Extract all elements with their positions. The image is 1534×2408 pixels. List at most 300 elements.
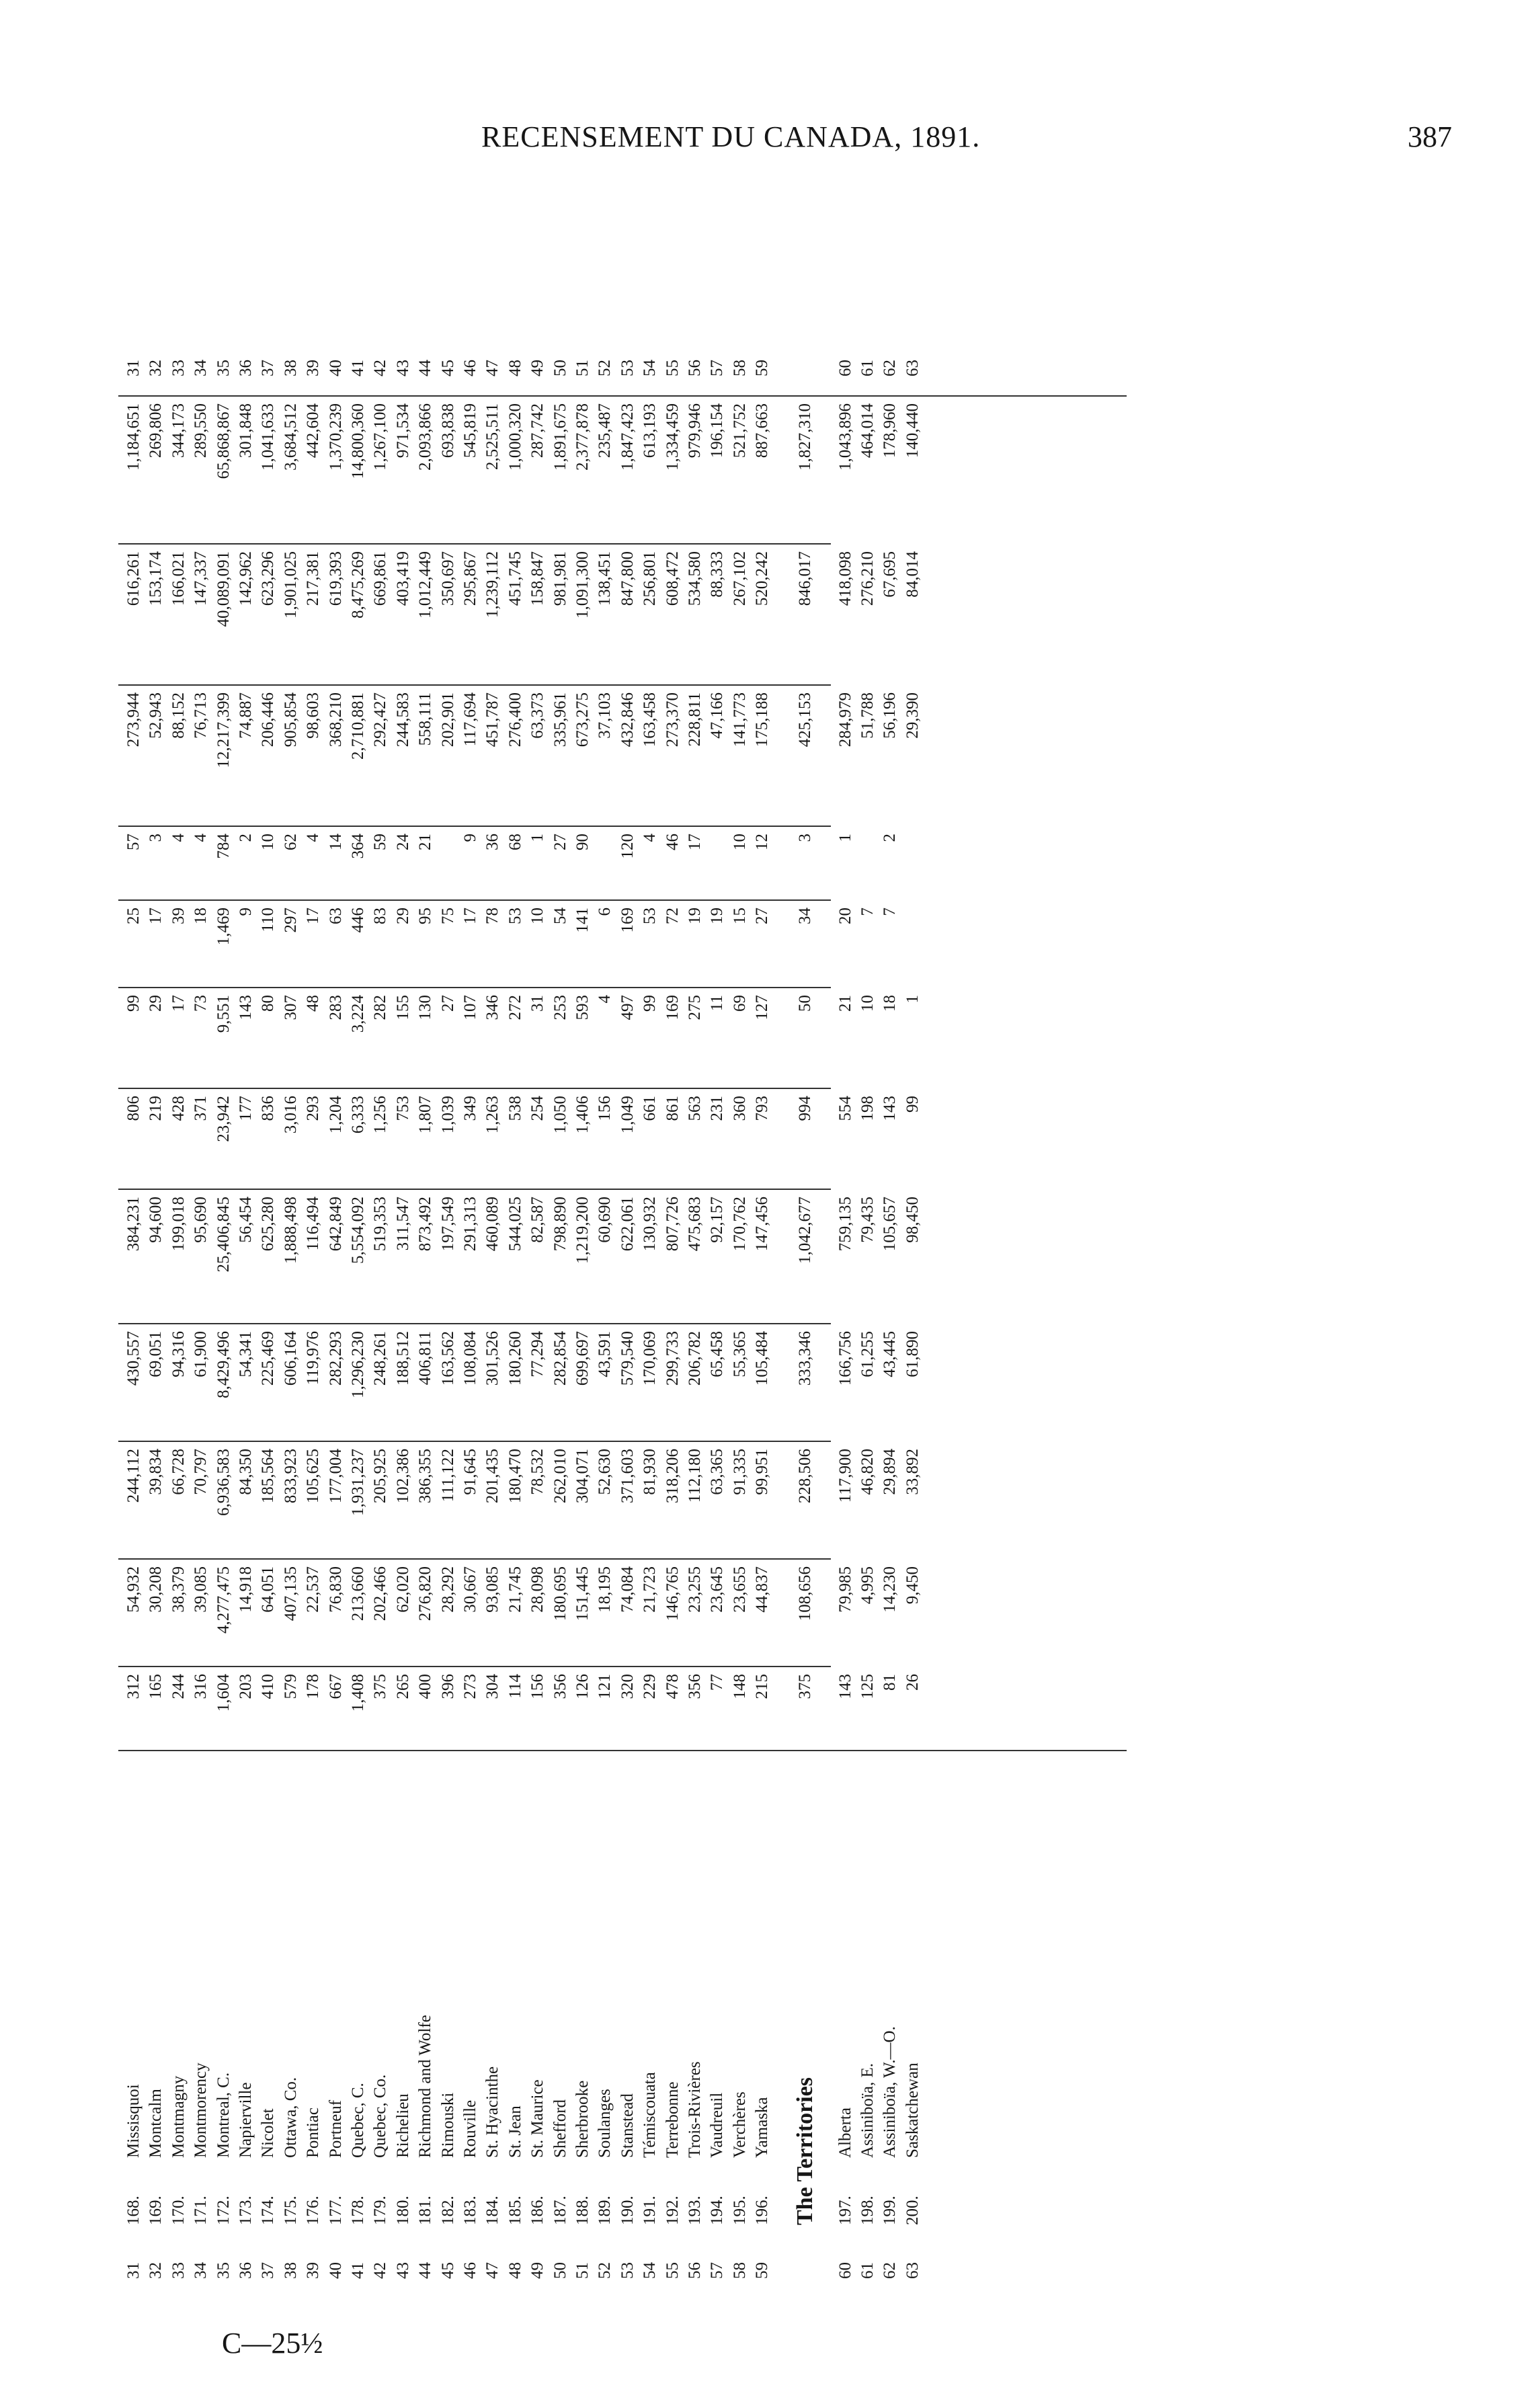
cell-c11: 166,021 (169, 551, 188, 606)
cell-c8: 39 (169, 908, 188, 924)
cell-c10: 56,196 (881, 692, 899, 739)
cell-c2: 30,667 (461, 1566, 479, 1613)
cell-c2: 76,830 (326, 1566, 345, 1613)
cell-c10: 98,603 (304, 692, 323, 739)
cell-c6: 1,039 (438, 1096, 457, 1134)
district-name: Soulanges (596, 2089, 614, 2158)
table-row (212, 175, 235, 2279)
cell-c4: 163,562 (438, 1331, 457, 1386)
cell-c4: 248,261 (371, 1331, 390, 1386)
cell-c4: 282,293 (326, 1331, 345, 1386)
cell-c3: 81,930 (641, 1449, 659, 1495)
cell-c1: 304 (483, 1674, 502, 1699)
cell-c7: 272 (506, 995, 524, 1020)
cell-c6: 661 (641, 1096, 659, 1121)
cell-c8: 17 (461, 908, 479, 924)
table-row (437, 175, 459, 2279)
cell-c3: 205,925 (371, 1449, 390, 1504)
row-index-right: 56 (686, 360, 704, 376)
row-index-right: 35 (214, 360, 233, 376)
cell-c7: 282 (371, 995, 390, 1020)
cell-c7: 17 (169, 995, 188, 1012)
district-number: 181. (416, 2196, 435, 2225)
district-name: Richelieu (393, 2093, 412, 2158)
cell-c10: 905,854 (281, 692, 300, 748)
cell-c10: 273,944 (124, 692, 143, 748)
cell-c8: 141 (573, 908, 592, 933)
cell-c10: 244,583 (393, 692, 412, 748)
cell-c3: 371,603 (618, 1449, 637, 1504)
cell-c12: 1,184,651 (124, 403, 143, 471)
cell-c2: 4,995 (858, 1566, 877, 1605)
cell-c7: 10 (858, 995, 877, 1012)
row-index-right: 53 (618, 360, 637, 376)
table-row (571, 175, 594, 2279)
cell-c8: 53 (641, 908, 659, 924)
cell-c2: 23,645 (708, 1566, 727, 1613)
cell-c8: 83 (371, 908, 390, 924)
cell-c12: 693,838 (438, 403, 457, 458)
cell-c12: 287,742 (528, 403, 547, 458)
cell-c2: 22,537 (304, 1566, 323, 1613)
cell-c1: 143 (836, 1674, 854, 1699)
cell-c9: 4 (304, 834, 323, 842)
cell-c4: 406,811 (416, 1331, 435, 1386)
district-name: Quebec, C. (349, 2083, 367, 2158)
row-index-right: 63 (903, 360, 922, 376)
row-index: 35 (214, 2262, 233, 2279)
cell-c7: 497 (618, 995, 637, 1020)
cell-c3: 105,625 (304, 1449, 323, 1504)
cell-c9: 21 (416, 834, 435, 850)
row-index-right: 60 (836, 360, 854, 376)
row-index-right: 54 (641, 360, 659, 376)
cell-c2: 39,085 (192, 1566, 210, 1613)
cell-c8: 78 (483, 908, 502, 924)
cell-c2: 14,918 (237, 1566, 255, 1613)
cell-c10: 52,943 (147, 692, 165, 739)
cell-c2: 407,135 (281, 1566, 300, 1621)
cell-c11: 147,337 (192, 551, 210, 606)
district-number: 198. (858, 2196, 877, 2225)
cell-c12: 1,000,320 (506, 403, 524, 471)
table-row (684, 175, 706, 2279)
cell-c3: 6,936,583 (214, 1449, 233, 1516)
cell-c1: 81 (881, 1674, 899, 1691)
cell-c3: 1,931,237 (349, 1449, 367, 1516)
cell-c5: 807,726 (663, 1197, 682, 1252)
district-name: Nicolet (259, 2108, 278, 2158)
cell-c12: 2,093,866 (416, 403, 435, 471)
table-row (347, 175, 369, 2279)
cell-c3: 66,728 (169, 1449, 188, 1495)
district-name: St. Hyacinthe (483, 2066, 502, 2158)
cell-c9: 4 (192, 834, 210, 842)
cell-c7: 127 (753, 995, 772, 1020)
cell-c5: 105,657 (881, 1197, 899, 1252)
row-index: 57 (708, 2262, 727, 2279)
cell-c12: 196,154 (708, 403, 727, 458)
cell-c12: 235,487 (596, 403, 614, 458)
cell-c5: 1,888,498 (281, 1197, 300, 1264)
row-index-right: 49 (528, 360, 547, 376)
cell-c12: 979,946 (686, 403, 704, 458)
cell-c10: 228,811 (686, 692, 704, 747)
district-name: Montmorency (192, 2062, 210, 2158)
cell-c2: 38,379 (169, 1566, 188, 1613)
row-index: 39 (304, 2262, 323, 2279)
cell-c6: 99 (903, 1096, 922, 1113)
row-index-right: 50 (551, 360, 569, 376)
cell-c8: 19 (686, 908, 704, 924)
cell-c4: 43,591 (596, 1331, 614, 1377)
cell-c6: 428 (169, 1096, 188, 1121)
cell-c10: 284,979 (836, 692, 854, 748)
cell-c11: 217,381 (304, 551, 323, 606)
row-index-right: 48 (506, 360, 524, 376)
cell-c11: 1,091,300 (573, 551, 592, 618)
table-row (302, 175, 324, 2279)
cell-c8: 110 (259, 908, 278, 932)
cell-c1: 375 (371, 1674, 390, 1699)
cell-c6: 219 (147, 1096, 165, 1121)
table-row (325, 175, 347, 2279)
cell-c12: 1,370,239 (326, 403, 345, 471)
cell-c10: 63,373 (528, 692, 547, 739)
cell-c10: 335,961 (551, 692, 569, 748)
district-number: 173. (237, 2196, 255, 2225)
cell-c7: 346 (483, 995, 502, 1020)
table-row (594, 175, 616, 2279)
district-name: Saskatchewan (903, 2062, 922, 2158)
cell-c11: 847,800 (618, 551, 637, 606)
cell-c10: 51,788 (858, 692, 877, 739)
district-number: 187. (551, 2196, 569, 2225)
cell-c1: 320 (618, 1674, 637, 1699)
cell-c8 (901, 908, 924, 988)
cell-c11: 669,861 (371, 551, 390, 606)
cell-c3: 39,834 (147, 1449, 165, 1495)
cell-c9: 14 (326, 834, 345, 850)
row-index-right: 61 (858, 360, 877, 376)
row-index: 47 (483, 2262, 502, 2279)
cell-c4: 299,733 (663, 1331, 682, 1386)
cell-c11: 256,801 (641, 551, 659, 606)
district-name: Portneuf (326, 2099, 345, 2158)
row-index: 34 (192, 2262, 210, 2279)
cell-c4: 69,051 (147, 1331, 165, 1377)
cell-c8: 1,469 (214, 908, 233, 946)
cell-c2: 23,655 (730, 1566, 749, 1613)
row-index: 31 (124, 2262, 143, 2279)
cell-c7: 275 (686, 995, 704, 1020)
cell-c2: 14,230 (881, 1566, 899, 1613)
table-row (504, 175, 526, 2279)
cell-c2: 62,020 (393, 1566, 412, 1613)
cell-c4: 166,756 (836, 1331, 854, 1386)
cell-c11: 295,867 (461, 551, 479, 606)
cell-c8: 72 (663, 908, 682, 924)
row-index-right: 40 (326, 360, 345, 376)
cell-c1: 356 (551, 1674, 569, 1699)
cell-c10: 673,275 (573, 692, 592, 748)
cell-c11: 981,981 (551, 551, 569, 606)
territories-total-c12: 1,827,310 (795, 403, 814, 471)
district-name: Montcalm (147, 2089, 165, 2158)
cell-c4: 94,316 (169, 1331, 188, 1377)
cell-c1: 410 (259, 1674, 278, 1699)
district-name: Ottawa, Co. (281, 2077, 300, 2158)
cell-c3: 386,355 (416, 1449, 435, 1504)
cell-c11: 534,580 (686, 551, 704, 606)
cell-c1: 114 (506, 1674, 524, 1699)
cell-c11: 67,695 (881, 551, 899, 598)
cell-c2: 28,292 (438, 1566, 457, 1613)
cell-c2: 276,820 (416, 1566, 435, 1621)
territories-total-c9: 3 (795, 834, 814, 842)
cell-c6: 554 (836, 1096, 854, 1121)
cell-c8: 29 (393, 908, 412, 924)
cell-c3: 833,923 (281, 1449, 300, 1504)
district-number: 200. (903, 2196, 922, 2225)
cell-c4: 54,341 (237, 1331, 255, 1377)
cell-c6: 231 (708, 1096, 727, 1121)
cell-c5: 82,587 (528, 1197, 547, 1243)
district-name: Trois-Rivières (686, 2061, 704, 2158)
district-name: Napierville (237, 2082, 255, 2158)
cell-c9: 24 (393, 834, 412, 850)
cell-c8: 27 (753, 908, 772, 924)
cell-c2: 146,765 (663, 1566, 682, 1621)
district-number: 186. (528, 2196, 547, 2225)
cell-c6: 563 (686, 1096, 704, 1121)
cell-c6: 143 (881, 1096, 899, 1121)
cell-c7: 69 (730, 995, 749, 1012)
cell-c12: 464,014 (858, 403, 877, 458)
cell-c7: 593 (573, 995, 592, 1020)
table-row (661, 175, 684, 2279)
cell-c5: 311,547 (393, 1197, 412, 1251)
cell-c12: 301,848 (237, 403, 255, 458)
cell-c10: 76,713 (192, 692, 210, 739)
cell-c9: 4 (169, 834, 188, 842)
cell-c10: 276,400 (506, 692, 524, 748)
district-number: 189. (596, 2196, 614, 2225)
cell-c7: 130 (416, 995, 435, 1020)
table-row (751, 175, 773, 2279)
row-index: 45 (438, 2262, 457, 2279)
district-number: 195. (730, 2196, 749, 2225)
cell-c2: 9,450 (903, 1566, 922, 1605)
territories-total-c11: 846,017 (795, 551, 814, 606)
cell-c11: 418,098 (836, 551, 854, 606)
cell-c6: 836 (259, 1096, 278, 1121)
cell-c9: 59 (371, 834, 390, 850)
cell-c6: 753 (393, 1096, 412, 1121)
cell-c6: 254 (528, 1096, 547, 1121)
row-index-right: 45 (438, 360, 457, 376)
cell-c8: 54 (551, 908, 569, 924)
cell-c5: 5,554,092 (349, 1197, 367, 1264)
cell-c12: 971,534 (393, 403, 412, 458)
cell-c12: 269,806 (147, 403, 165, 458)
cell-c5: 25,406,845 (214, 1197, 233, 1273)
cell-c11: 158,847 (528, 551, 547, 606)
cell-c6: 1,807 (416, 1096, 435, 1134)
cell-c7: 99 (641, 995, 659, 1012)
row-index-right: 38 (281, 360, 300, 376)
cell-c5: 1,219,200 (573, 1197, 592, 1264)
cell-c4: 699,697 (573, 1331, 592, 1386)
cell-c9: 784 (214, 834, 233, 859)
row-index: 59 (753, 2262, 772, 2279)
cell-c3: 91,335 (730, 1449, 749, 1495)
district-number: 169. (147, 2196, 165, 2225)
cell-c10: 29,390 (903, 692, 922, 739)
row-index: 38 (281, 2262, 300, 2279)
cell-c7: 9,551 (214, 995, 233, 1033)
cell-c10: 141,773 (730, 692, 749, 748)
table-row (639, 175, 661, 2279)
cell-c12: 1,334,459 (663, 403, 682, 471)
cell-c5: 384,231 (124, 1197, 143, 1252)
cell-c9: 12 (753, 834, 772, 850)
district-name: Témiscouata (641, 2072, 659, 2158)
row-index: 43 (393, 2262, 412, 2279)
cell-c11: 1,012,449 (416, 551, 435, 618)
row-index-right: 39 (304, 360, 323, 376)
row-index-right: 41 (349, 360, 367, 376)
cell-c12: 887,663 (753, 403, 772, 458)
district-number: 197. (836, 2196, 854, 2225)
district-name: Yamaska (753, 2097, 772, 2158)
cell-c9: 90 (573, 834, 592, 850)
cell-c10: 558,111 (416, 692, 435, 746)
cell-c4: 77,294 (528, 1331, 547, 1377)
cell-c7: 29 (147, 995, 165, 1012)
cell-c3: 262,010 (551, 1449, 569, 1504)
row-index: 60 (836, 2262, 854, 2279)
table-row (834, 175, 856, 2279)
cell-c8: 169 (618, 908, 637, 933)
district-number: 178. (349, 2196, 367, 2225)
cell-c12: 1,267,100 (371, 403, 390, 471)
row-index-right: 37 (259, 360, 278, 376)
district-name: Richmond and Wolfe (416, 2015, 435, 2158)
cell-c6: 156 (596, 1096, 614, 1121)
row-index-right: 58 (730, 360, 749, 376)
cell-c9: 10 (730, 834, 749, 850)
cell-c2: 4,277,475 (214, 1566, 233, 1634)
cell-c5: 95,690 (192, 1197, 210, 1243)
cell-c6: 861 (663, 1096, 682, 1121)
district-number: 168. (124, 2196, 143, 2225)
cell-c7: 99 (124, 995, 143, 1012)
table-row (145, 175, 167, 2279)
row-index-right: 47 (483, 360, 502, 376)
cell-c4: 579,540 (618, 1331, 637, 1386)
row-index-right: 62 (881, 360, 899, 376)
district-number: 190. (618, 2196, 637, 2225)
census-table (118, 175, 1140, 2279)
cell-c10: 206,446 (259, 692, 278, 748)
cell-c3: 102,386 (393, 1449, 412, 1504)
district-name: Montmagny (169, 2075, 188, 2158)
cell-c8: 7 (881, 908, 899, 916)
cell-c10: 47,166 (708, 692, 727, 739)
cell-c3: 244,112 (124, 1449, 143, 1503)
cell-c7: 107 (461, 995, 479, 1020)
cell-c4: 430,557 (124, 1331, 143, 1386)
cell-c12: 1,043,896 (836, 403, 854, 471)
cell-c1: 148 (730, 1674, 749, 1699)
cell-c3: 33,892 (903, 1449, 922, 1495)
district-number: 184. (483, 2196, 502, 2225)
cell-c9: 36 (483, 834, 502, 850)
territories-total-c7: 50 (795, 995, 814, 1012)
cell-c1: 26 (903, 1674, 922, 1691)
cell-c9: 2 (237, 834, 255, 842)
row-index: 54 (641, 2262, 659, 2279)
cell-c6: 1,406 (573, 1096, 592, 1134)
row-index: 56 (686, 2262, 704, 2279)
cell-c5: 625,280 (259, 1197, 278, 1252)
cell-c3: 52,630 (596, 1449, 614, 1495)
cell-c4: 301,526 (483, 1331, 502, 1386)
cell-c5: 79,435 (858, 1197, 877, 1243)
cell-c1: 273 (461, 1674, 479, 1699)
cell-c8: 18 (192, 908, 210, 924)
row-index-right: 34 (192, 360, 210, 376)
cell-c9: 1 (836, 834, 854, 842)
row-index-right: 42 (371, 360, 390, 376)
cell-c10: 2,710,881 (349, 692, 367, 760)
row-index: 46 (461, 2262, 479, 2279)
cell-c10: 202,901 (438, 692, 457, 748)
cell-c7: 11 (708, 995, 727, 1012)
district-number: 182. (438, 2196, 457, 2225)
cell-c1: 265 (393, 1674, 412, 1699)
cell-c11: 84,014 (903, 551, 922, 598)
cell-c1: 178 (304, 1674, 323, 1699)
territories-total-c2: 108,656 (795, 1566, 814, 1621)
district-number: 172. (214, 2196, 233, 2225)
cell-c3: 117,900 (836, 1449, 854, 1503)
cell-c1: 203 (237, 1674, 255, 1699)
table-row (257, 175, 279, 2279)
cell-c1: 478 (663, 1674, 682, 1699)
cell-c1: 400 (416, 1674, 435, 1699)
territories-label: The Territories (792, 2077, 817, 2225)
cell-c4: 225,469 (259, 1331, 278, 1386)
cell-c11: 350,697 (438, 551, 457, 606)
cell-c9: 10 (259, 834, 278, 850)
district-number: 196. (753, 2196, 772, 2225)
table-row (122, 175, 145, 2279)
row-index: 58 (730, 2262, 749, 2279)
territories-total-c1: 375 (795, 1674, 814, 1699)
district-number: 188. (573, 2196, 592, 2225)
row-index: 42 (371, 2262, 390, 2279)
district-name: Shefford (551, 2099, 569, 2158)
page-number: 387 (1408, 120, 1452, 153)
cell-c9: 46 (663, 834, 682, 850)
cell-c6: 1,256 (371, 1096, 390, 1134)
cell-c1: 77 (708, 1674, 727, 1691)
cell-c12: 3,684,512 (281, 403, 300, 471)
cell-c12: 289,550 (192, 403, 210, 458)
cell-c9: 120 (618, 834, 637, 859)
